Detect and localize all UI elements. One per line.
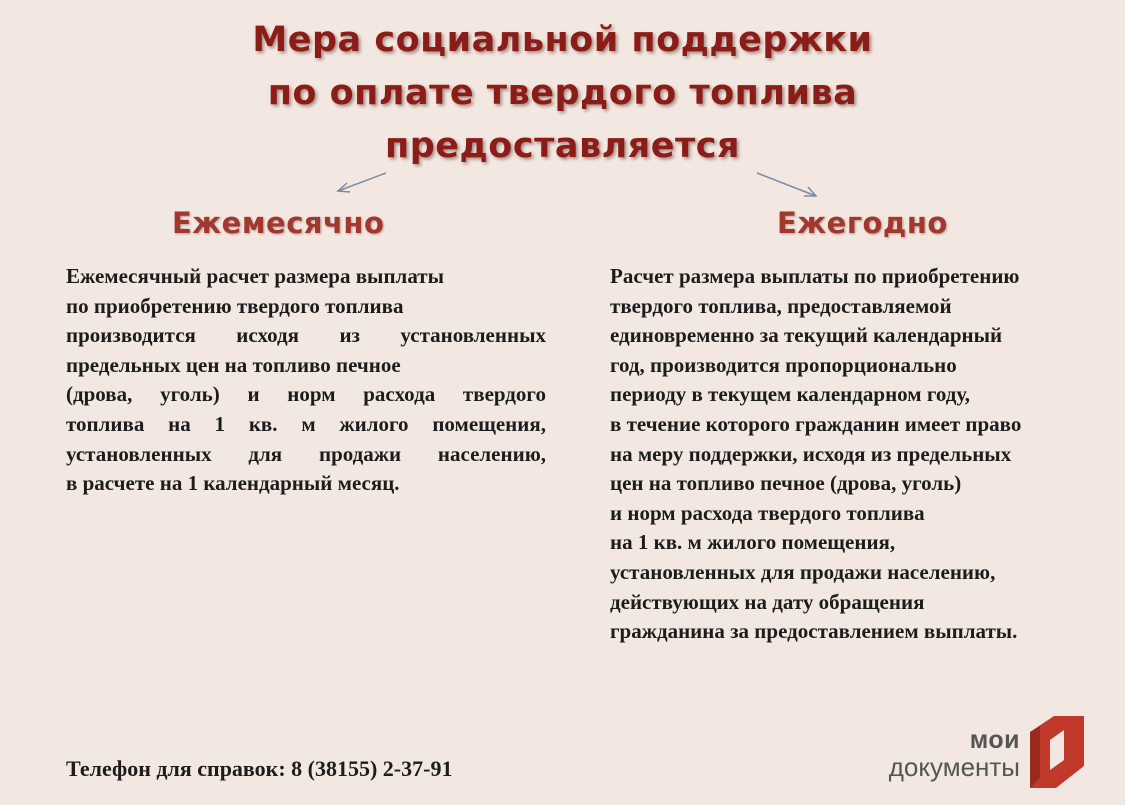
monthly-line: в расчете на 1 календарный месяц.: [66, 471, 400, 496]
word: и: [247, 382, 260, 407]
yearly-heading: Ежегодно: [777, 206, 948, 240]
word: уголь): [160, 382, 220, 407]
yearly-line: единовременно за текущий календарный: [610, 323, 1003, 348]
word: из: [339, 323, 360, 348]
title-line-2: по оплате твердого топлива: [267, 73, 858, 113]
monthly-line: Ежемесячный расчет размера выплаты: [66, 264, 444, 288]
word: кв.: [248, 411, 278, 436]
word: топлива: [66, 411, 145, 436]
word: норм: [287, 382, 336, 407]
yearly-line: действующих на дату обращения: [610, 589, 925, 614]
word: (дрова,: [66, 382, 133, 407]
word: установленных: [400, 323, 546, 348]
logo-line-2: документы: [888, 752, 1020, 782]
word: исходя: [236, 323, 300, 348]
word: на: [168, 411, 191, 436]
word: твердого: [462, 382, 546, 407]
moi-dokumenty-logo: [866, 712, 1096, 794]
word: производится: [66, 323, 196, 348]
monthly-heading: Ежемесячно: [172, 206, 385, 240]
yearly-line: цен на топливо печное (дрова, уголь): [610, 471, 962, 496]
word: населению,: [437, 441, 546, 466]
logo-text: [889, 728, 1020, 781]
arrow-left-icon: [338, 173, 386, 192]
yearly-line: установленных для продажи населению,: [610, 559, 996, 584]
word: м: [301, 411, 316, 436]
title-line-3: предоставляется: [385, 126, 740, 166]
yearly-line: и норм расхода твердого топлива: [610, 500, 925, 525]
monthly-line: [66, 410, 546, 440]
word: помещения,: [432, 411, 546, 436]
monthly-line: предельных цен на топливо печное: [66, 352, 401, 377]
arrow-right-icon: [757, 173, 816, 196]
monthly-line: по приобретению твердого топлива: [66, 293, 404, 318]
title-line-1: Мера социальной поддержки: [252, 20, 873, 60]
word: 1: [214, 411, 226, 436]
yearly-line: на меру поддержки, исходя из предельных: [610, 441, 1012, 466]
yearly-line: на 1 кв. м жилого помещения,: [610, 530, 896, 555]
yearly-line: гражданина за предоставлением выплаты.: [610, 619, 1018, 644]
yearly-description: [610, 262, 1070, 647]
branch-arrows: [0, 0, 1125, 260]
moi-dokumenty-logo-icon: [1026, 712, 1088, 792]
yearly-line: периоду в текущем календарном году,: [610, 382, 971, 407]
word: расхода: [363, 382, 436, 407]
reference-phone: Телефон для справок: 8 (38155) 2-37-91: [66, 756, 453, 781]
yearly-line: твердого топлива, предоставляемой: [610, 293, 952, 318]
yearly-line: в течение которого гражданин имеет право: [610, 411, 1022, 436]
monthly-description: [66, 262, 546, 499]
word: для: [248, 441, 283, 466]
logo-mark-shade: [1030, 726, 1040, 788]
yearly-line: Расчет размера выплаты по приобретению: [610, 264, 1020, 288]
word: жилого: [339, 411, 409, 436]
monthly-line: [66, 380, 546, 410]
yearly-line: год, производится пропорционально: [610, 352, 957, 377]
monthly-line: [66, 321, 546, 351]
word: продажи: [318, 441, 402, 466]
word: установленных: [66, 441, 212, 466]
monthly-line: [66, 440, 546, 470]
logo-line-1: мои: [969, 726, 1020, 754]
